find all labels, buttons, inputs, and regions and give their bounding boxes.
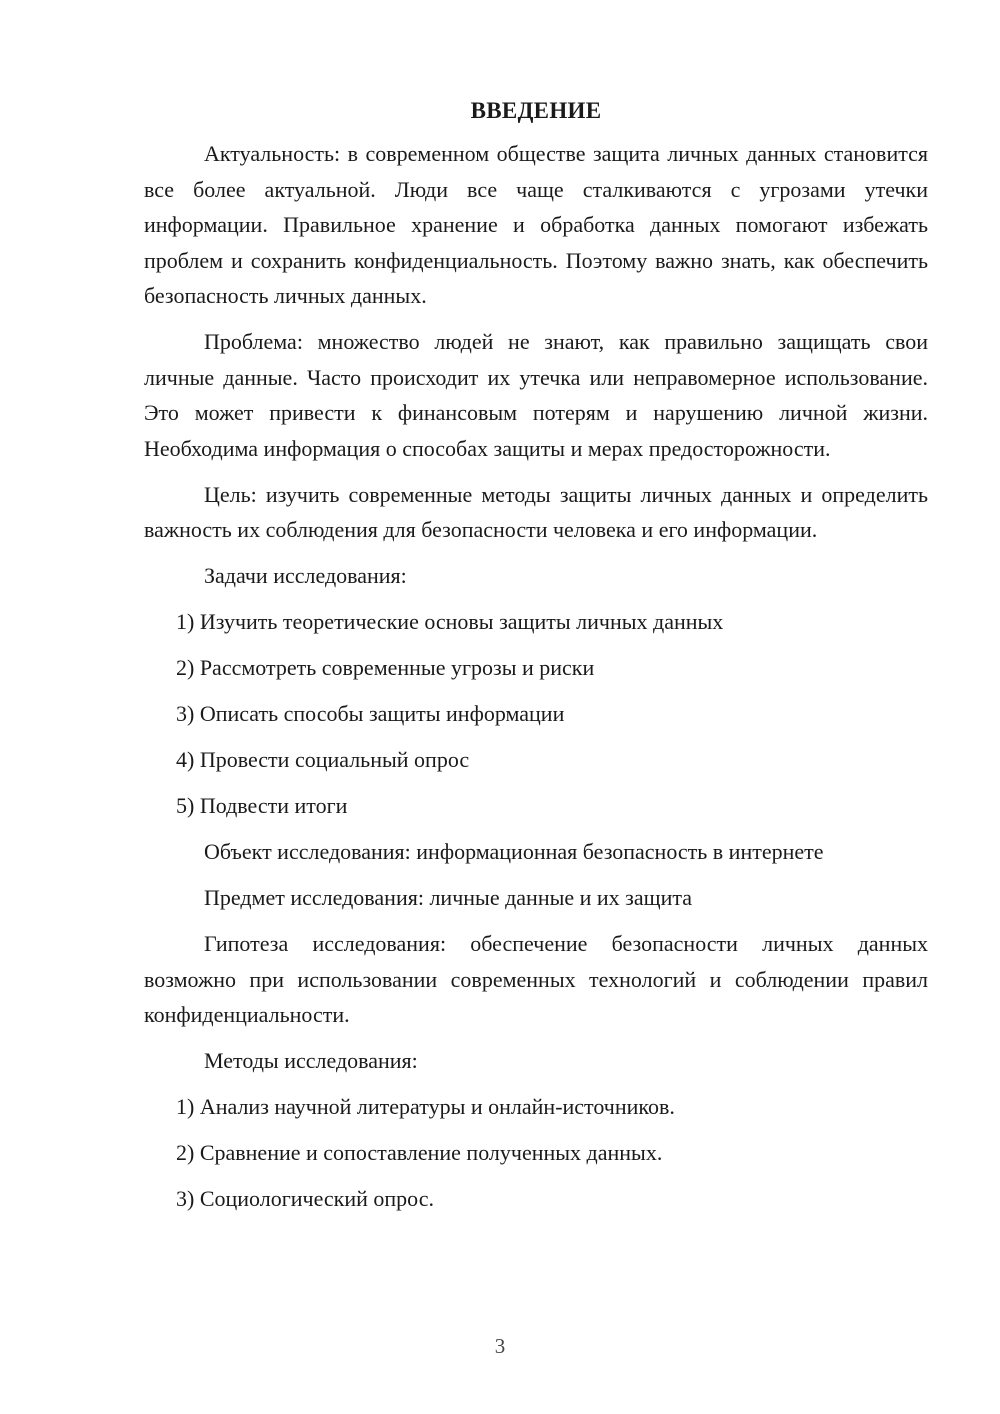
list-item: 2) Сравнение и сопоставление полученных данных. [176,1140,663,1165]
tasks-list [144,604,928,824]
list-item: 3) Описать способы защиты информации [176,701,565,726]
list-item: 1) Изучить теоретические основы защиты личных данных [176,609,724,634]
page-title: ВВЕДЕНИЕ [470,98,602,123]
page-number: 3 [494,1334,506,1358]
methods-list [144,1089,928,1217]
list-item: 1) Анализ научной литературы и онлайн-источников. [176,1094,675,1119]
list-item: 3) Социологический опрос. [176,1186,434,1211]
list-item: 4) Провести социальный опрос [176,747,470,772]
hypothesis-paragraph: Гипотеза исследования: обеспечение безопасности личных данных возможно при использовании современных технологий и соблюдении правил конфиденциальности. [144,931,928,1027]
tasks-heading: Задачи исследования: [204,563,407,588]
object-line: Объект исследования: информационная безопасность в интернете [204,839,824,864]
methods-heading: Методы исследования: [204,1048,418,1073]
subject-line: Предмет исследования: личные данные и их защита [204,885,692,910]
goal-paragraph: Цель: изучить современные методы защиты личных данных и определить важность их соблюдения для безопасности человека и его информации. [144,481,928,542]
problem-paragraph: Проблема: множество людей не знают, как правильно защищать свои личные данные. Часто происходит их утечка или неправомерное использование. Это может привести к финансовым потерям и нарушению личной жизни. Необходима информация о способах защиты и мерах предосторожности. [144,329,928,461]
relevance-paragraph: Актуальность: в современном обществе защита личных данных становится все более актуальной. Люди все чаще сталкиваются с угрозами утечки информации. Правильное хранение и обработка данных помогают избежать проблем и сохранить конфиденциальность. Поэтому важно знать, как обеспечить безопасность личных данных. [144,141,928,308]
list-item: 2) Рассмотреть современные угрозы и риски [176,655,595,680]
list-item: 5) Подвести итоги [176,793,348,818]
